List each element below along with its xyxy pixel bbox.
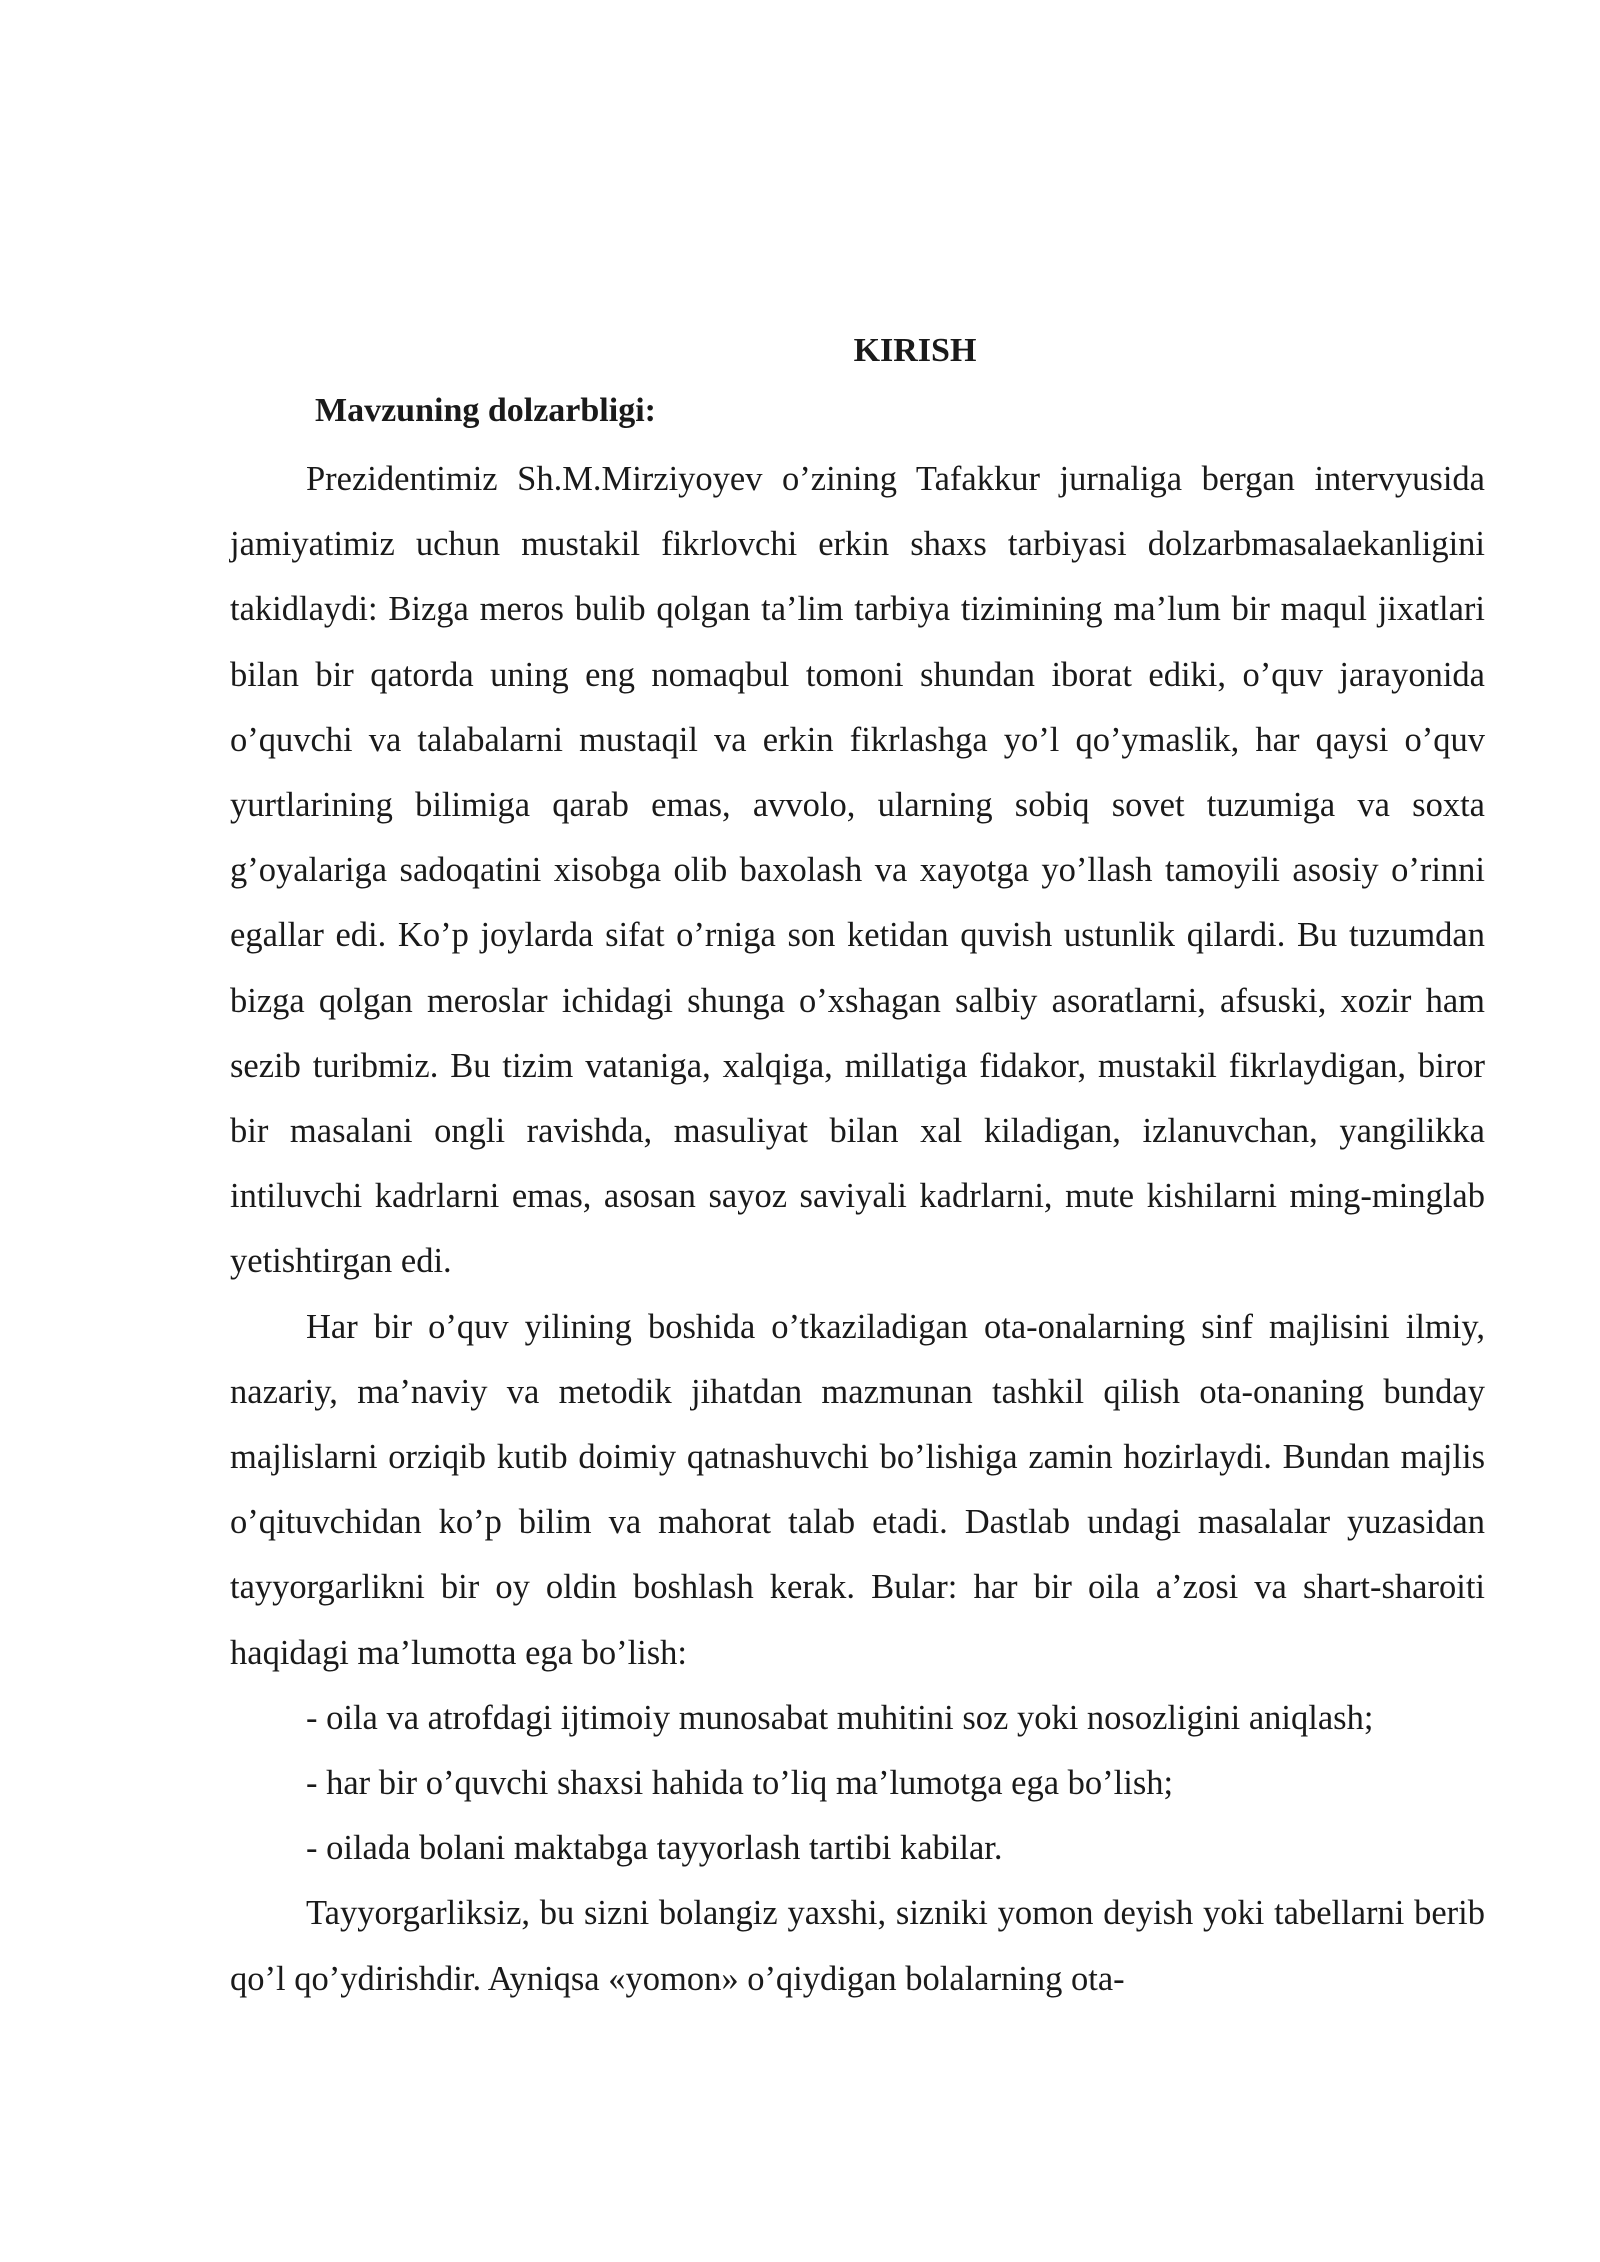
document-page	[230, 325, 1485, 2012]
paragraph-2: Har bir o’quv yilining boshida o’tkaziladigan ota-onalarning sinf majlisini ilmiy, nazariy, ma’naviy va metodik jihatdan mazmunan tashkil qilish ota-onaning bunday majlislarni orziqib kutib doimiy qatnashuvchi bo’lishiga zamin hozirlaydi. Bundan majlis o’qituvchidan ko’p bilim va mahorat talab etadi. Dastlab undagi masalalar yuzasidan tayyorgarlikni bir oy oldin boshlash kerak. Bular: har bir oila a’zosi va shart-sharoiti haqidagi ma’lumotta ega bo’lish:	[230, 1307, 1485, 1672]
section-subtitle: Mavzuning dolzarbligi:	[315, 392, 656, 429]
list-item: - oila va atrofdagi ijtimoiy munosabat muhitini soz yoki nosozligini aniqlash;	[306, 1698, 1374, 1737]
paragraph-1: Prezidentimiz Sh.M.Mirziyoyev o’zining Tafakkur jurnaliga bergan intervyusida jamiyatimiz uchun mustakil fikrlovchi erkin shaxs tarbiyasi dolzarbmasalaekanligini takidlaydi: Bizga meros bulib qolgan ta’lim tarbiya tizimining ma’lum bir maqul jixatlari bilan bir qatorda uning eng nomaqbul tomoni shundan iborat ediki, o’quv jarayonida o’quvchi va talabalarni mustaqil va erkin fikrlashga yo’l qo’ymaslik, har qaysi o’quv yurtlarining bilimiga qarab emas, avvolo, ularning sobiq sovet tuzumiga va soxta g’oyalariga sadoqatini xisobga olib baxolash va xayotga yo’llash tamoyili asosiy o’rinni egallar edi. Ko’p joylarda sifat o’rniga son ketidan quvish ustunlik qilardi. Bu tuzumdan bizga qolgan meroslar ichidagi shunga o’xshagan salbiy asoratlarni, afsuski, xozir ham sezib turibmiz. Bu tizim vataniga, xalqiga, millatiga fidakor, mustakil fikrlaydigan, biror bir masalani ongli ravishda, masuliyat bilan xal kiladigan, izlanuvchan, yangilikka intiluvchi kadrlarni emas, asosan sayoz saviyali kadrlarni, mute kishilarni ming-minglab yetishtirgan edi.	[230, 460, 1485, 1281]
paragraph-3: Tayyorgarliksiz, bu sizni bolangiz yaxshi, sizniki yomon deyish yoki tabellarni berib qo’l qo’ydirishdir. Ayniqsa «yomon» o’qiydigan bolalarning ota-	[230, 1894, 1485, 1998]
list-item: - har bir o’quvchi shaxsi hahida to’liq ma’lumotga ega bo’lish;	[306, 1764, 1174, 1803]
list-item: - oilada bolani maktabga tayyorlash tartibi kabilar.	[306, 1829, 1003, 1868]
page-title: KIRISH	[853, 332, 977, 369]
